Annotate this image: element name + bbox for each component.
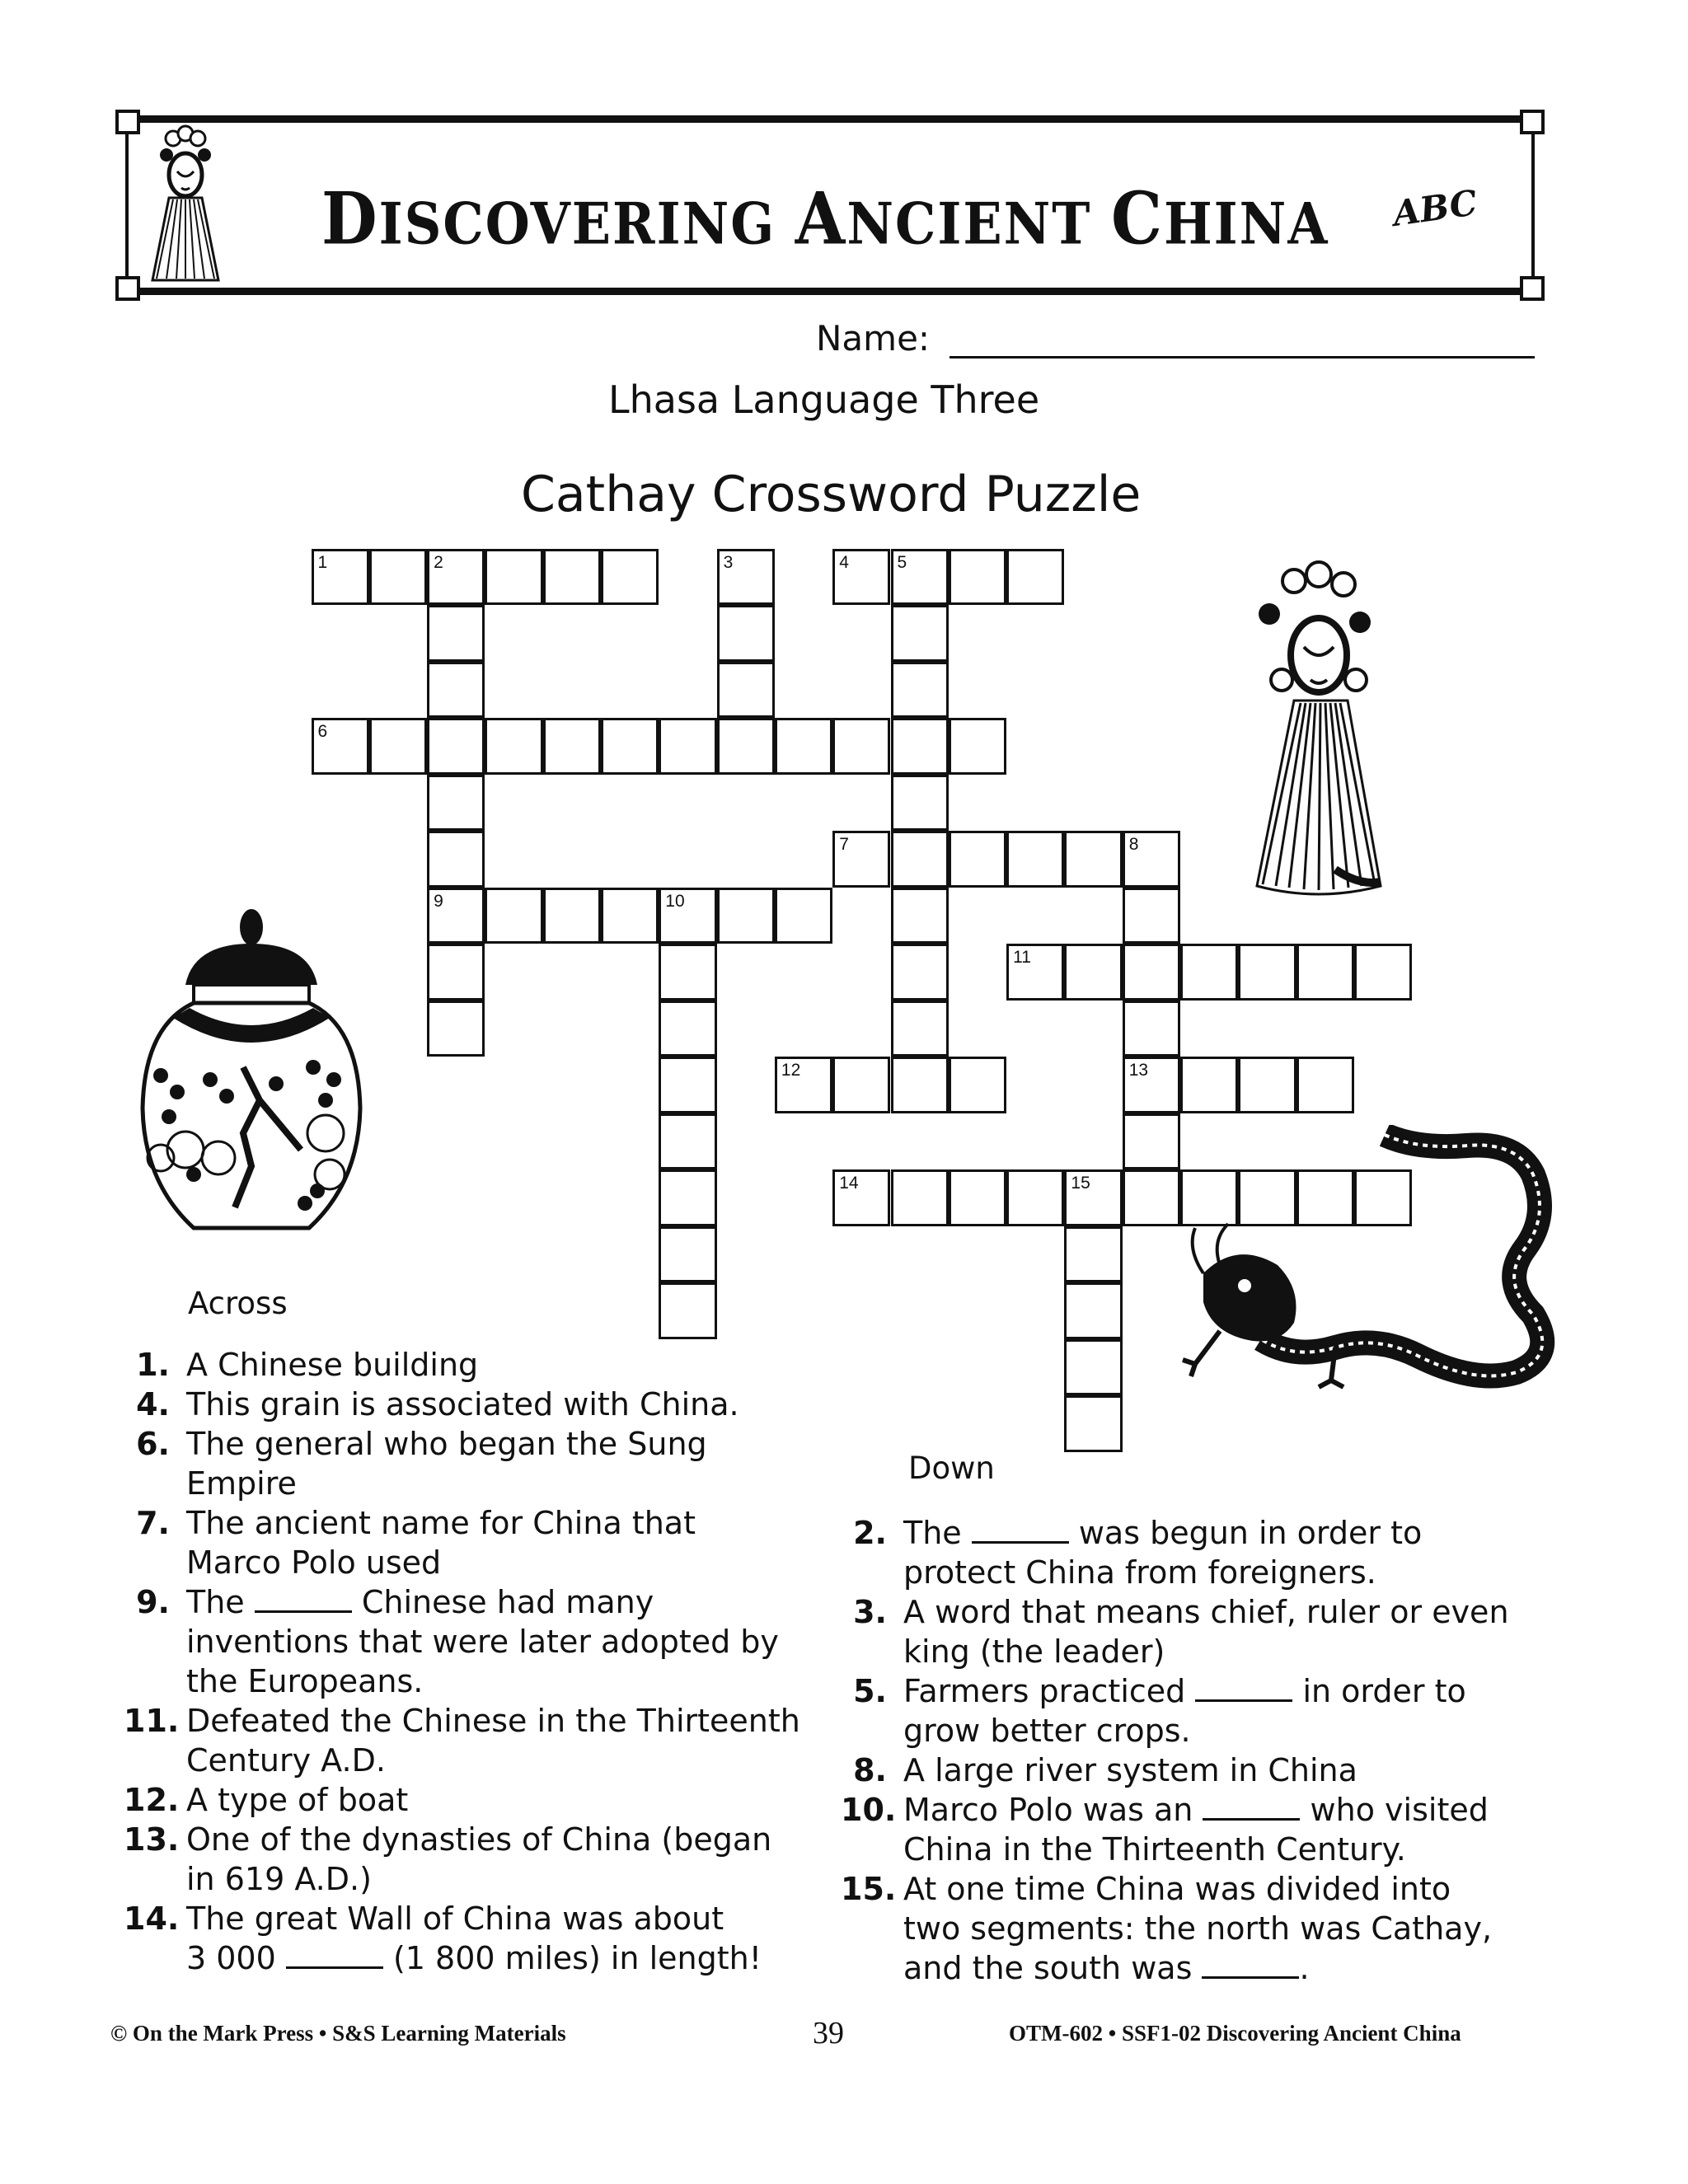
letter-input[interactable]	[661, 1240, 717, 1283]
letter-input[interactable]	[720, 563, 776, 606]
letter-input[interactable]	[893, 676, 950, 719]
clue-text: This grain is associated with China.	[186, 1386, 739, 1422]
clue-number: 6.	[136, 1426, 170, 1462]
letter-input[interactable]	[1125, 1071, 1181, 1113]
crossword-cell[interactable]	[949, 1057, 1006, 1113]
letter-input[interactable]	[661, 1015, 717, 1057]
crossword-cell[interactable]	[1064, 831, 1122, 888]
fill-in-blank	[255, 1586, 352, 1613]
crossword-cell[interactable]	[832, 718, 890, 775]
clue-number: 9.	[136, 1584, 170, 1620]
worksheet-banner-title	[321, 177, 1329, 261]
crossword-cell[interactable]	[1180, 944, 1238, 1001]
clue-number: 14	[839, 1174, 859, 1193]
crossword-cell[interactable]	[1064, 1226, 1122, 1283]
crossword-cell[interactable]	[543, 549, 601, 606]
clue-text: and the south was .	[903, 1950, 1310, 1986]
down-heading: Down	[908, 1451, 995, 1486]
crossword-cell[interactable]	[659, 1001, 716, 1057]
name-field[interactable]	[950, 356, 1535, 359]
crossword-cell[interactable]	[601, 549, 659, 606]
letter-input[interactable]	[777, 732, 833, 775]
crossword-cell[interactable]	[485, 888, 542, 944]
crossword-cell[interactable]	[717, 605, 775, 662]
crossword-cell[interactable]	[891, 1169, 949, 1226]
letter-input[interactable]	[951, 1071, 1007, 1113]
clue-text: king (the leader)	[903, 1633, 1165, 1670]
dragon-icon	[1170, 1125, 1558, 1405]
fret-corner-icon	[115, 276, 140, 301]
clue-number: 2	[434, 552, 443, 572]
title-rest: ISCOVERING	[378, 190, 795, 258]
crossword-cell[interactable]	[543, 888, 601, 944]
clue-number: 7.	[136, 1505, 170, 1541]
crossword-cell[interactable]	[949, 718, 1006, 775]
crossword-cell[interactable]	[949, 549, 1006, 606]
name-input[interactable]	[950, 320, 1530, 354]
across-heading: Across	[188, 1286, 288, 1321]
clue-number: 12.	[124, 1782, 180, 1818]
letter-input[interactable]	[1125, 902, 1181, 944]
crossword-cell[interactable]	[659, 1113, 716, 1170]
letter-input[interactable]	[835, 563, 891, 606]
clue-text: China in the Thirteenth Century.	[903, 1831, 1406, 1868]
crossword-cell[interactable]	[832, 831, 890, 888]
clue-number: 8.	[853, 1752, 887, 1788]
title-initial: C	[1110, 177, 1165, 261]
clue-text: The was begun in order to	[903, 1515, 1423, 1551]
crossword-cell[interactable]	[312, 549, 369, 606]
clue-text: Empire	[186, 1465, 297, 1502]
letter-input[interactable]	[1125, 958, 1181, 1001]
crossword-cell[interactable]	[543, 718, 601, 775]
crossword-cell[interactable]	[427, 888, 485, 944]
clue-number: 4.	[136, 1386, 170, 1422]
crossword-cell[interactable]	[717, 549, 775, 606]
letter-input[interactable]	[429, 676, 485, 719]
crossword-cell[interactable]	[717, 718, 775, 775]
fret-corner-icon	[115, 110, 140, 134]
clue-text: A large river system in China	[903, 1752, 1357, 1788]
crossword-cell[interactable]	[312, 718, 369, 775]
crossword-cell[interactable]	[659, 888, 716, 944]
crossword-cell[interactable]	[427, 718, 485, 775]
clue-number: 15.	[841, 1871, 897, 1907]
letter-input[interactable]	[893, 902, 950, 944]
clue-text: A type of boat	[186, 1782, 409, 1818]
crossword-cell[interactable]	[1123, 1057, 1180, 1113]
letter-input[interactable]	[1009, 1183, 1065, 1226]
letter-input[interactable]	[1067, 1353, 1123, 1396]
crossword-cell[interactable]	[659, 1169, 716, 1226]
letter-input[interactable]	[951, 1183, 1007, 1226]
letter-input[interactable]	[546, 732, 602, 775]
letter-input[interactable]	[1183, 1071, 1239, 1113]
fret-corner-icon	[1520, 276, 1545, 301]
clue-text: The general who began the Sung	[186, 1426, 707, 1462]
clue-text: A Chinese building	[186, 1347, 479, 1383]
clue-text: Century A.D.	[186, 1742, 386, 1779]
crossword-cell[interactable]	[891, 1001, 949, 1057]
letter-input[interactable]	[603, 732, 659, 775]
clue-number: 8	[1128, 835, 1139, 854]
opera-mask-figure-icon	[148, 124, 223, 288]
crossword-cell[interactable]	[1123, 831, 1180, 888]
letter-input[interactable]	[546, 563, 602, 606]
clue-text: in 619 A.D.)	[186, 1861, 372, 1897]
letter-input[interactable]	[487, 902, 543, 944]
crossword-cell[interactable]	[1064, 1395, 1122, 1452]
clue-text: Defeated the Chinese in the Thirteenth	[186, 1703, 800, 1739]
letter-input[interactable]	[893, 619, 950, 662]
crossword-cell[interactable]	[832, 549, 890, 606]
crossword-cell[interactable]	[891, 549, 949, 606]
ginger-jar-vase-icon	[128, 902, 375, 1232]
crossword-cell[interactable]	[1123, 1001, 1180, 1057]
crossword-cell[interactable]	[1296, 1057, 1354, 1113]
crossword-cell[interactable]	[1006, 1169, 1064, 1226]
letter-input[interactable]	[429, 845, 485, 888]
letter-input[interactable]	[893, 732, 950, 775]
crossword-cell[interactable]	[1296, 944, 1354, 1001]
letter-input[interactable]	[893, 563, 950, 606]
crossword-cell[interactable]	[659, 1226, 716, 1283]
crossword-cell[interactable]	[601, 718, 659, 775]
crossword-cell[interactable]	[891, 662, 949, 719]
crossword-cell[interactable]	[427, 944, 485, 1001]
letter-input[interactable]	[429, 789, 485, 832]
letter-input[interactable]	[603, 902, 659, 944]
crossword-cell[interactable]	[485, 549, 542, 606]
letter-input[interactable]	[893, 789, 950, 832]
abc-badge: ABC	[1390, 182, 1480, 234]
crossword-cell[interactable]	[1180, 1057, 1238, 1113]
crossword-cell[interactable]	[601, 888, 659, 944]
letter-input[interactable]	[893, 1071, 950, 1113]
fret-corner-icon	[1520, 110, 1545, 134]
letter-input[interactable]	[487, 563, 543, 606]
letter-input[interactable]	[835, 1183, 891, 1226]
clue-number: 10.	[841, 1792, 897, 1828]
crossword-cell[interactable]	[775, 718, 832, 775]
crossword-cell[interactable]	[659, 1282, 716, 1339]
clue-number: 9	[434, 891, 443, 911]
letter-input[interactable]	[1125, 845, 1181, 888]
letter-input[interactable]	[893, 1015, 950, 1057]
fill-in-blank	[972, 1516, 1069, 1544]
clue-number: 4	[839, 552, 849, 572]
letter-input[interactable]	[720, 676, 776, 719]
crossword-cell[interactable]	[832, 1169, 890, 1226]
letter-input[interactable]	[429, 563, 485, 606]
letter-input[interactable]	[720, 619, 776, 662]
letter-input[interactable]	[777, 902, 833, 944]
letter-input[interactable]	[1125, 1015, 1181, 1057]
crossword-cell[interactable]	[427, 549, 485, 606]
letter-input[interactable]	[487, 732, 543, 775]
crossword-cell[interactable]	[891, 1057, 949, 1113]
clue-text: inventions that were later adopted by	[186, 1624, 779, 1660]
letter-input[interactable]	[1009, 845, 1065, 888]
letter-input[interactable]	[1009, 958, 1065, 1001]
crossword-cell[interactable]	[427, 605, 485, 662]
crossword-cell[interactable]	[369, 718, 427, 775]
clue-number: 6	[317, 722, 328, 741]
letter-input[interactable]	[1067, 1183, 1123, 1226]
letter-input[interactable]	[835, 1071, 891, 1113]
clue-text: Farmers practiced in order to	[903, 1673, 1466, 1709]
crossword-cell[interactable]	[427, 831, 485, 888]
clue-number: 14.	[124, 1900, 180, 1937]
crossword-cell[interactable]	[717, 888, 775, 944]
clue-text: Marco Polo used	[186, 1544, 442, 1581]
letter-input[interactable]	[1240, 1071, 1296, 1113]
crossword-cell[interactable]	[1238, 944, 1296, 1001]
letter-input[interactable]	[661, 1071, 717, 1113]
crossword-cell[interactable]	[1064, 1169, 1122, 1226]
crossword-cell[interactable]	[717, 662, 775, 719]
clue-text: A word that means chief, ruler or even	[903, 1594, 1509, 1630]
crossword-cell[interactable]	[659, 1057, 716, 1113]
fill-in-blank	[286, 1942, 383, 1969]
letter-input[interactable]	[661, 732, 717, 775]
clue-number: 11	[1013, 948, 1031, 967]
clue-number: 5.	[853, 1673, 887, 1709]
crossword-cell[interactable]	[659, 944, 716, 1001]
letter-input[interactable]	[1067, 1240, 1123, 1283]
fill-in-blank	[1195, 1675, 1292, 1702]
crossword-cell[interactable]	[369, 549, 427, 606]
crossword-cell[interactable]	[891, 831, 949, 888]
letter-input[interactable]	[1067, 1296, 1123, 1339]
letter-input[interactable]	[720, 732, 776, 775]
letter-input[interactable]	[1009, 563, 1065, 606]
letter-input[interactable]	[429, 732, 485, 775]
puzzle-title: Cathay Crossword Puzzle	[521, 466, 1142, 523]
letter-input[interactable]	[314, 732, 370, 775]
letter-input[interactable]	[429, 1015, 485, 1057]
series-footer: OTM-602 • SSF1-02 Discovering Ancient China	[1009, 2021, 1461, 2046]
title-rest: HINA	[1164, 190, 1329, 258]
letter-input[interactable]	[429, 902, 485, 944]
letter-input[interactable]	[372, 563, 428, 606]
letter-input[interactable]	[835, 845, 891, 888]
letter-input[interactable]	[661, 1296, 717, 1339]
letter-input[interactable]	[1067, 845, 1123, 888]
crossword-cell[interactable]	[427, 1001, 485, 1057]
letter-input[interactable]	[835, 732, 891, 775]
clue-number: 1.	[136, 1347, 170, 1383]
crossword-cell[interactable]	[832, 1057, 890, 1113]
crossword-cell[interactable]	[949, 1169, 1006, 1226]
worksheet-subtitle: Lhasa Language Three	[608, 377, 1040, 422]
letter-input[interactable]	[661, 902, 717, 944]
clue-text: At one time China was divided into	[903, 1871, 1451, 1907]
crossword-cell[interactable]	[1006, 944, 1064, 1001]
clue-number: 3	[723, 552, 734, 572]
letter-input[interactable]	[661, 1183, 717, 1226]
crossword-cell[interactable]	[1064, 1339, 1122, 1396]
clue-number: 1	[317, 552, 328, 572]
letter-input[interactable]	[1240, 958, 1296, 1001]
crossword-cell[interactable]	[1064, 1282, 1122, 1339]
crossword-cell[interactable]	[1123, 944, 1180, 1001]
clue-text: The great Wall of China was about	[186, 1900, 724, 1937]
clue-number: 15	[1071, 1174, 1090, 1193]
clue-number: 13.	[124, 1821, 180, 1858]
letter-input[interactable]	[720, 902, 776, 944]
crossword-cell[interactable]	[1064, 944, 1122, 1001]
copyright-footer: © On the Mark Press • S&S Learning Materials	[110, 2021, 566, 2046]
clue-text: grow better crops.	[903, 1713, 1191, 1749]
crossword-cell[interactable]	[1354, 944, 1412, 1001]
letter-input[interactable]	[661, 958, 717, 1001]
crossword-cell[interactable]	[1006, 549, 1064, 606]
clue-text: the Europeans.	[186, 1663, 424, 1699]
crossword-cell[interactable]	[427, 662, 485, 719]
clue-text: Marco Polo was an who visited	[903, 1792, 1489, 1828]
name-label: Name:	[816, 318, 931, 359]
fill-in-blank	[1203, 1793, 1300, 1821]
letter-input[interactable]	[429, 619, 485, 662]
fill-in-blank	[1202, 1952, 1299, 1979]
crossword-cell[interactable]	[485, 718, 542, 775]
clue-text: 3 000 (1 800 miles) in length!	[186, 1940, 762, 1976]
crossword-cell[interactable]	[427, 775, 485, 832]
letter-input[interactable]	[1067, 958, 1123, 1001]
letter-input[interactable]	[429, 958, 485, 1001]
clue-number: 11.	[124, 1703, 180, 1739]
letter-input[interactable]	[661, 1127, 717, 1170]
letter-input[interactable]	[1299, 1071, 1355, 1113]
crossword-cell[interactable]	[891, 775, 949, 832]
clue-number: 12	[781, 1061, 801, 1080]
crossword-cell[interactable]	[1123, 888, 1180, 944]
clue-text: The Chinese had many	[186, 1584, 654, 1620]
letter-input[interactable]	[893, 845, 950, 888]
title-initial: A	[795, 177, 847, 261]
clue-text: two segments: the north was Cathay,	[903, 1910, 1493, 1947]
letter-input[interactable]	[951, 563, 1007, 606]
letter-input[interactable]	[777, 1071, 833, 1113]
page-number: 39	[813, 2016, 844, 2050]
clue-number: 2.	[853, 1515, 887, 1551]
letter-input[interactable]	[1067, 1409, 1123, 1452]
letter-input[interactable]	[1299, 958, 1355, 1001]
crossword-cell[interactable]	[891, 605, 949, 662]
clue-number: 5	[897, 552, 907, 572]
letter-input[interactable]	[603, 563, 659, 606]
opera-mask-figure-icon	[1236, 556, 1385, 902]
crossword-cell[interactable]	[659, 718, 716, 775]
letter-input[interactable]	[951, 732, 1007, 775]
clue-number: 13	[1128, 1061, 1149, 1080]
crossword-cell[interactable]	[949, 831, 1006, 888]
letter-input[interactable]	[893, 1183, 950, 1226]
clue-number: 10	[665, 891, 685, 911]
crossword-cell[interactable]	[1006, 831, 1064, 888]
crossword-cell[interactable]	[775, 1057, 832, 1113]
letter-input[interactable]	[372, 732, 428, 775]
title-initial: D	[321, 177, 379, 261]
crossword-cell[interactable]	[891, 718, 949, 775]
letter-input[interactable]	[893, 958, 950, 1001]
crossword-cell[interactable]	[1238, 1057, 1296, 1113]
crossword-cell[interactable]	[891, 944, 949, 1001]
clue-number: 3.	[853, 1594, 887, 1630]
clue-text: One of the dynasties of China (began	[186, 1821, 772, 1858]
clue-number: 7	[839, 835, 849, 854]
letter-input[interactable]	[951, 845, 1007, 888]
crossword-cell[interactable]	[775, 888, 832, 944]
title-rest: NCIENT	[846, 190, 1111, 258]
letter-input[interactable]	[314, 563, 370, 606]
letter-input[interactable]	[1357, 958, 1413, 1001]
clue-text: protect China from foreigners.	[903, 1554, 1376, 1591]
letter-input[interactable]	[1183, 958, 1239, 1001]
letter-input[interactable]	[546, 902, 602, 944]
crossword-cell[interactable]	[891, 888, 949, 944]
clue-text: The ancient name for China that	[186, 1505, 696, 1541]
